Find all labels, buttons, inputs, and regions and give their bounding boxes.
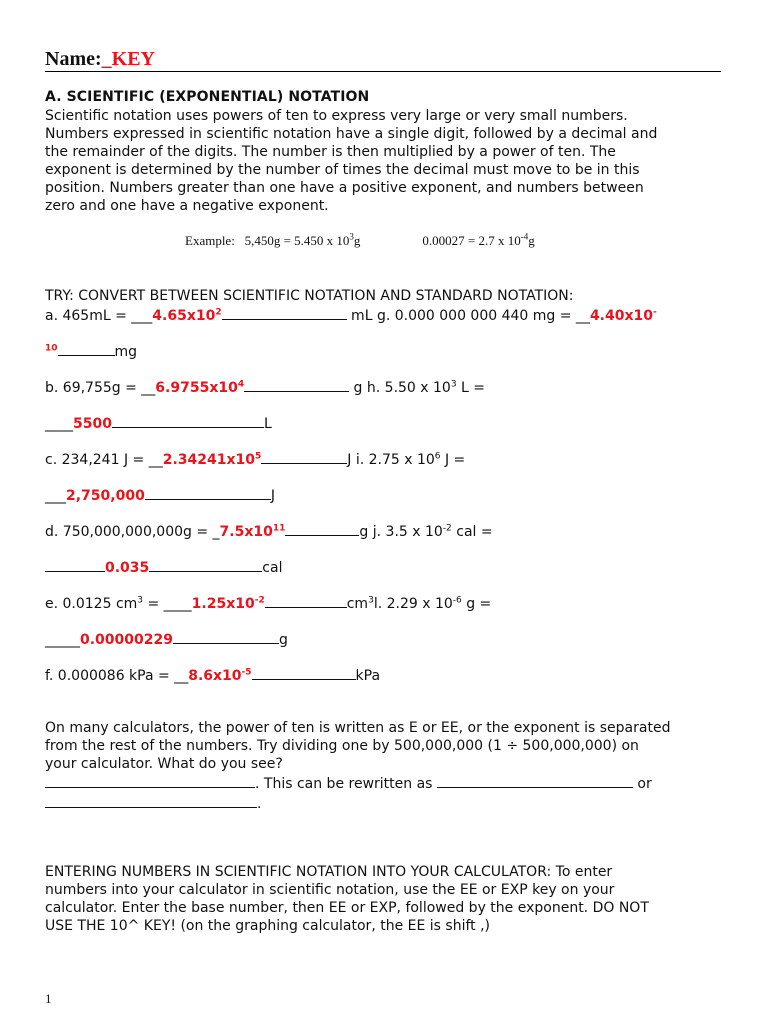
problem-l-cont: _____0.00000229 g [45,629,288,649]
problem-j-cont: 0.035 cal [45,557,282,577]
answer-blank-j[interactable] [149,557,262,572]
problem-h-cont: ____5500 L [45,413,272,433]
answer-blank-c[interactable] [261,449,347,464]
answer-blank-b[interactable] [244,377,349,392]
problem-a-g: a. $465mL = \_\_\_4.65x10^2$ mL g. 0.000 000 000 440 mg = __4.40x10- [45,305,657,325]
example-line: Example: 5,450g = 5.450 x $10^3g$ 0.00027 = 2.7 x $10^{-4}g$ [185,231,535,248]
entering-paragraph: ENTERING NUMBERS IN SCIENTIFIC NOTATION INTO YOUR CALCULATOR: To enter numbers into your calculator in scientific notation, use the EE or EXP key on your calculator. Enter the base number, then EE or EXP, followed by the exponent. DO NOT USE THE 10^ KEY! (on the graphing calculator, the EE is shift ,) [45,864,649,934]
answer-blank-e[interactable] [265,593,347,608]
answer-blank-d[interactable] [285,521,359,536]
answer-e: 1.25x10 [191,596,255,612]
answer-h: 5500 [73,416,112,432]
rewrite-blank-2[interactable] [45,793,257,808]
answer-i: 2,750,000 [66,488,145,504]
problem-d-j: d. $750,000,000,000g = \_7.5x10^{11}$ g j. 3.5 x $10^{-2}$ cal = [45,521,493,541]
section-title: A. SCIENTIFIC (EXPONENTIAL) NOTATION [45,89,370,105]
answer-blank-i[interactable] [145,485,271,500]
answer-g: 4.40x10 [589,308,653,324]
name-label: Name: [45,48,102,70]
answer-blank-l[interactable] [173,629,279,644]
calculator-display-blank[interactable] [45,773,255,788]
problem-g-cont: $^{10}$ mg [45,341,137,361]
name-field[interactable] [45,48,721,72]
answer-blank-h[interactable] [112,413,264,428]
answer-blank-g[interactable] [58,341,115,356]
page-number: 1 [45,991,52,1006]
name-value: _KEY [101,48,155,70]
rewrite-blank-1[interactable] [437,773,633,788]
answer-blank-a[interactable] [222,305,347,320]
answer-l: 0.00000229 [80,632,173,648]
answer-f: 8.6x10 [188,668,242,684]
answer-blank-f[interactable] [252,665,356,680]
calculator-paragraph: On many calculators, the power of ten is written as E or EE, or the exponent is separated from the rest of the numbers. Try dividing one by 500,000,000 (1 ÷ 500,000,000) on your calculator. What do you see? . This can be rewritten as or . [45,720,671,812]
answer-b: 6.9755x10 [155,380,238,396]
answer-c: 2.34241x10 [162,452,255,468]
problem-c-i: c. 234,241 $J = \_\_2.34241x10^5$ J i. 2.75 x $10^6$ J = [45,449,465,469]
intro-paragraph: Scientific notation uses powers of ten to express very large or very small numbers. Numbers expressed in scientific notation have a single digit, followed by a decimal and the remainder of the digits. The number is then multiplied by a power of ten. The exponent is determined by the number of times the decimal must move to be in this position. Numbers greater than one have a positive exponent, and numbers between zero and one have a negative exponent. [45,108,658,214]
try-heading: TRY: CONVERT BETWEEN SCIENTIFIC NOTATION AND STANDARD NOTATION: [45,288,574,304]
problem-b-h: b. $69,755g = \_\_6.9755x10^4$ g h. 5.50 x $10^3$ L = [45,377,485,397]
answer-d: 7.5x10 [219,524,273,540]
answer-j: 0.035 [105,560,150,576]
answer-a: 4.65x10 [152,308,216,324]
problem-f: f. 0.000086 kPa = $\_\_8.6x10^{-5}$ kPa [45,665,380,685]
problem-i-cont: ___2,750,000 J [45,485,275,505]
problem-e-l: e. 0.0125 $cm^3$ = $\_\_\_\_1.25x10^{-2}$ $cm^3l$. 2.29 x $10^{-6}$ g = [45,593,491,613]
